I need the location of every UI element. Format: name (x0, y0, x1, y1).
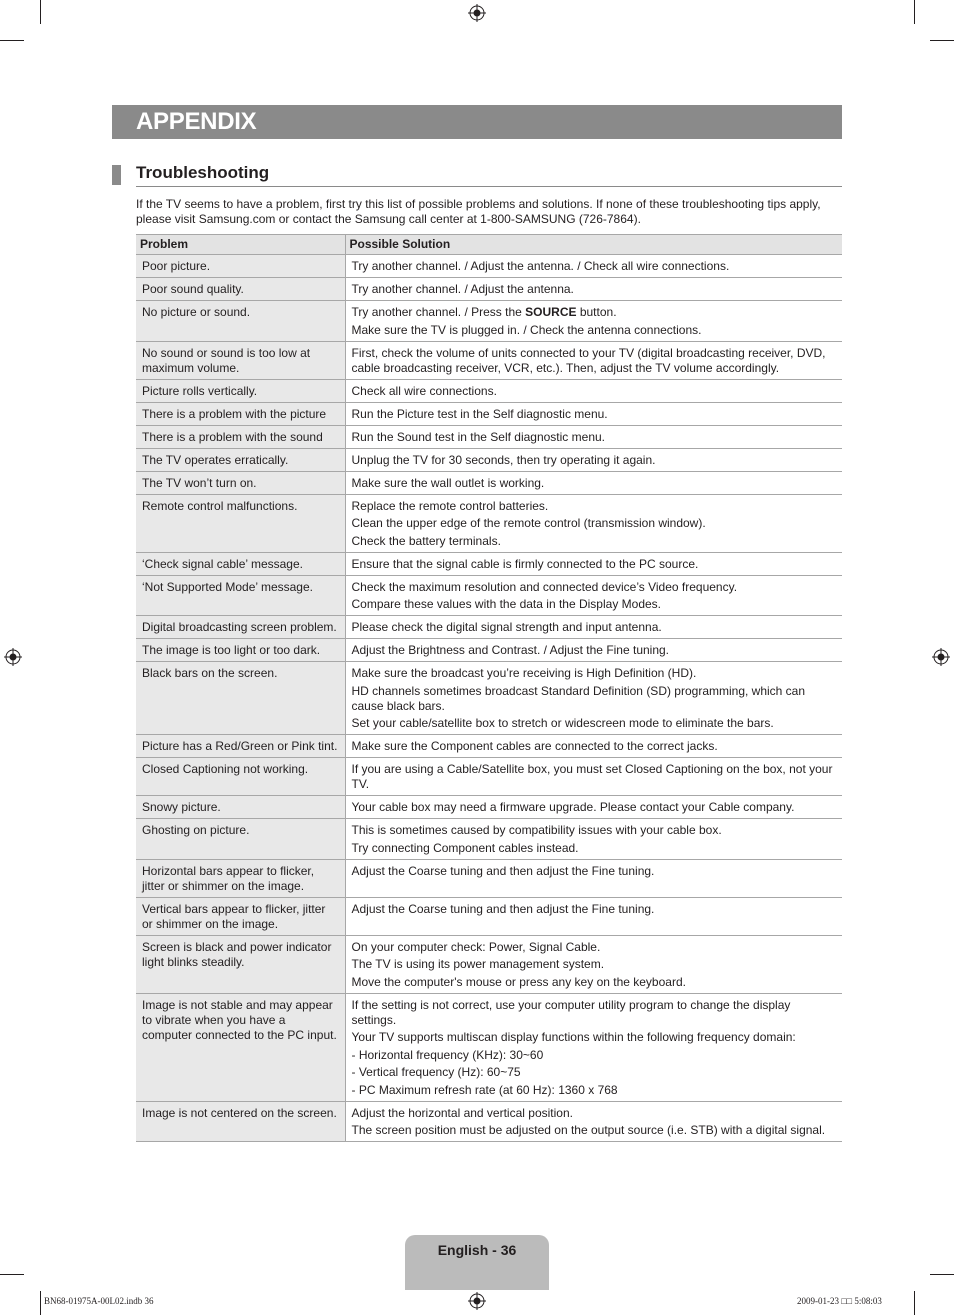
source-button-label: SOURCE (525, 305, 577, 319)
table-row (136, 278, 842, 301)
problem-cell: Screen is black and power indicator light blinks steadily. (136, 935, 345, 993)
solution-line: Replace the remote control batteries. (351, 498, 549, 513)
problem-cell: Horizontal bars appear to flicker, jitter or shimmer on the image. (136, 859, 345, 897)
solution-cell (345, 575, 842, 616)
table-row (136, 379, 842, 402)
solution-line: Adjust the Brightness and Contrast. / Adjust the Fine tuning. (351, 643, 670, 657)
solution-cell (345, 819, 842, 860)
table-row (136, 448, 842, 471)
solution-cell (345, 471, 842, 494)
solution-line: Move the computer's mouse or press any key on the keyboard. (351, 974, 686, 989)
table-row (136, 819, 842, 860)
problem-cell: Picture rolls vertically. (136, 379, 345, 402)
solution-cell (345, 425, 842, 448)
solution-line: Check all wire connections. (351, 383, 497, 398)
solution-cell (345, 552, 842, 575)
solution-cell (345, 1101, 842, 1142)
problem-cell: No sound or sound is too low at maximum volume. (136, 341, 345, 379)
solution-text: button. (576, 305, 617, 319)
table-body (136, 255, 842, 1142)
table-row (136, 735, 842, 758)
solution-line (352, 305, 837, 320)
solution-line: The TV is using its power management system. (351, 957, 605, 971)
table-row (136, 402, 842, 425)
table-row (136, 616, 842, 639)
table-row (136, 575, 842, 616)
solution-cell (345, 301, 842, 342)
solution-line: HD channels sometimes broadcast Standard Definition (SD) programming, which can cause black bars. (351, 683, 806, 713)
registration-mark-icon (932, 648, 950, 666)
crop-mark (0, 40, 24, 41)
solution-line: Your TV supports multiscan display functions within the following frequency domain: (351, 1030, 796, 1044)
solution-line: Clean the upper edge of the remote control (transmission window). (351, 516, 706, 530)
solution-line: Adjust the Coarse tuning and then adjust the Fine tuning. (351, 901, 655, 916)
table-row (136, 552, 842, 575)
table-row (136, 341, 842, 379)
solution-cell (345, 935, 842, 993)
solution-cell (345, 255, 842, 278)
solution-line: - PC Maximum refresh rate (at 60 Hz): 1360 x 768 (351, 1082, 618, 1097)
intro-paragraph: If the TV seems to have a problem, first try this list of possible problems and solutions. If none of these troubleshooting tips apply, please visit Samsung.com or contact the Samsung call center at 1-800-SAMSUNG (726-7864). (136, 197, 821, 226)
table-row (136, 425, 842, 448)
solution-cell (345, 448, 842, 471)
solution-cell (345, 859, 842, 897)
solution-line: The screen position must be adjusted on the output source (i.e. STB) with a digital signal. (351, 1123, 826, 1137)
solution-line: - Vertical frequency (Hz): 60~75 (351, 1065, 521, 1079)
solution-line: If the setting is not correct, use your computer utility program to change the display settings. (351, 997, 791, 1027)
solution-line: Make sure the wall outlet is working. (351, 475, 545, 490)
solution-cell (345, 993, 842, 1101)
crop-mark (914, 0, 915, 24)
problem-cell: Image is not stable and may appear to vibrate when you have a computer connected to the PC input. (136, 993, 345, 1101)
column-header-solution: Possible Solution (345, 235, 842, 255)
page-number-tab (405, 1235, 549, 1290)
page-number: English - 36 (437, 1242, 517, 1258)
solution-cell (345, 341, 842, 379)
crop-mark (40, 0, 41, 24)
table-row (136, 859, 842, 897)
problem-cell: Poor picture. (136, 255, 345, 278)
crop-mark (930, 1274, 954, 1275)
solution-line: Adjust the horizontal and vertical position. (351, 1105, 573, 1120)
problem-cell: Poor sound quality. (136, 278, 345, 301)
solution-line: - Horizontal frequency (KHz): 30~60 (351, 1047, 544, 1062)
solution-line: If you are using a Cable/Satellite box, you must set Closed Captioning on the box, not your TV. (351, 762, 833, 791)
registration-mark-icon (4, 648, 22, 666)
section-divider (136, 186, 842, 187)
solution-line: Set your cable/satellite box to stretch or widescreen mode to eliminate the bars. (351, 716, 774, 730)
solution-line: On your computer check: Power, Signal Cable. (351, 939, 601, 954)
crop-mark (40, 1291, 41, 1315)
table-row (136, 639, 842, 662)
solution-cell (345, 494, 842, 552)
solution-cell (345, 662, 842, 735)
problem-cell: Ghosting on picture. (136, 819, 345, 860)
solution-cell (345, 758, 842, 796)
solution-line: Run the Picture test in the Self diagnostic menu. (351, 406, 608, 421)
file-info: BN68-01975A-00L02.indb 36 (44, 1296, 154, 1306)
problem-cell: The TV won’t turn on. (136, 471, 345, 494)
problem-cell: Digital broadcasting screen problem. (136, 616, 345, 639)
solution-line: Adjust the Coarse tuning and then adjust the Fine tuning. (351, 863, 655, 878)
table-row (136, 255, 842, 278)
solution-line: Check the maximum resolution and connected device’s Video frequency. (351, 579, 738, 594)
solution-line: Make sure the Component cables are connected to the correct jacks. (351, 739, 718, 753)
problem-cell: There is a problem with the sound (136, 425, 345, 448)
crop-mark (0, 1274, 24, 1275)
table-row (136, 494, 842, 552)
problem-cell: ‘Check signal cable’ message. (136, 552, 345, 575)
solution-cell (345, 897, 842, 935)
section-title: Troubleshooting (136, 163, 270, 182)
problem-cell: Picture has a Red/Green or Pink tint. (136, 735, 345, 758)
table-row (136, 301, 842, 342)
problem-cell: Remote control malfunctions. (136, 494, 345, 552)
problem-cell: The image is too light or too dark. (136, 639, 345, 662)
solution-line: Check the battery terminals. (351, 533, 501, 548)
problem-cell: Closed Captioning not working. (136, 758, 345, 796)
crop-mark (930, 40, 954, 41)
registration-mark-icon (468, 4, 486, 22)
appendix-header-bar (112, 105, 842, 139)
problem-cell: Vertical bars appear to flicker, jitter or shimmer on the image. (136, 897, 345, 935)
solution-cell (345, 402, 842, 425)
solution-line: Try connecting Component cables instead. (351, 840, 579, 855)
problem-cell: Black bars on the screen. (136, 662, 345, 735)
solution-cell (345, 278, 842, 301)
table-row (136, 993, 842, 1101)
problem-cell: No picture or sound. (136, 301, 345, 342)
problem-cell: The TV operates erratically. (136, 448, 345, 471)
solution-line: Compare these values with the data in the Display Modes. (351, 597, 661, 611)
solution-cell (345, 616, 842, 639)
solution-line: Make sure the TV is plugged in. / Check the antenna connections. (351, 322, 702, 337)
table-row (136, 662, 842, 735)
registration-mark-icon (468, 1292, 486, 1310)
solution-cell (345, 796, 842, 819)
solution-cell (345, 379, 842, 402)
problem-cell: There is a problem with the picture (136, 402, 345, 425)
column-header-problem: Problem (136, 235, 345, 255)
table-row (136, 758, 842, 796)
table-header-row (136, 235, 842, 255)
solution-line: Make sure the broadcast you’re receiving is High Definition (HD). (351, 666, 697, 680)
solution-line: Unplug the TV for 30 seconds, then try operating it again. (351, 452, 656, 467)
table-row (136, 935, 842, 993)
table-row (136, 796, 842, 819)
problem-cell: ‘Not Supported Mode’ message. (136, 575, 345, 616)
solution-cell (345, 639, 842, 662)
print-timestamp: 2009-01-23 □□ 5:08:03 (797, 1296, 882, 1306)
solution-line: Run the Sound test in the Self diagnostic menu. (351, 429, 605, 444)
table-row (136, 897, 842, 935)
solution-line: Ensure that the signal cable is firmly connected to the PC source. (351, 556, 699, 571)
table-row (136, 471, 842, 494)
section-marker (112, 165, 121, 185)
solution-line: First, check the volume of units connected to your TV (digital broadcasting receiver, DVD, cable broadcasting receiver, VCR, etc.). Then, adjust the TV volume accordingly. (351, 345, 826, 375)
solution-line: Try another channel. / Adjust the antenna. (351, 282, 574, 296)
solution-line: Please check the digital signal strength and input antenna. (351, 620, 662, 634)
problem-cell: Image is not centered on the screen. (136, 1101, 345, 1142)
problem-cell: Snowy picture. (136, 796, 345, 819)
solution-cell (345, 735, 842, 758)
solution-line: Your cable box may need a firmware upgrade. Please contact your Cable company. (351, 800, 795, 814)
table-row (136, 1101, 842, 1142)
solution-line: This is sometimes caused by compatibility issues with your cable box. (351, 823, 722, 837)
crop-mark (914, 1291, 915, 1315)
page-title: APPENDIX (136, 108, 257, 135)
solution-text: Try another channel. / Press the (351, 305, 526, 319)
solution-line: Try another channel. / Adjust the antenna. / Check all wire connections. (351, 259, 730, 273)
troubleshooting-table (136, 234, 842, 1142)
